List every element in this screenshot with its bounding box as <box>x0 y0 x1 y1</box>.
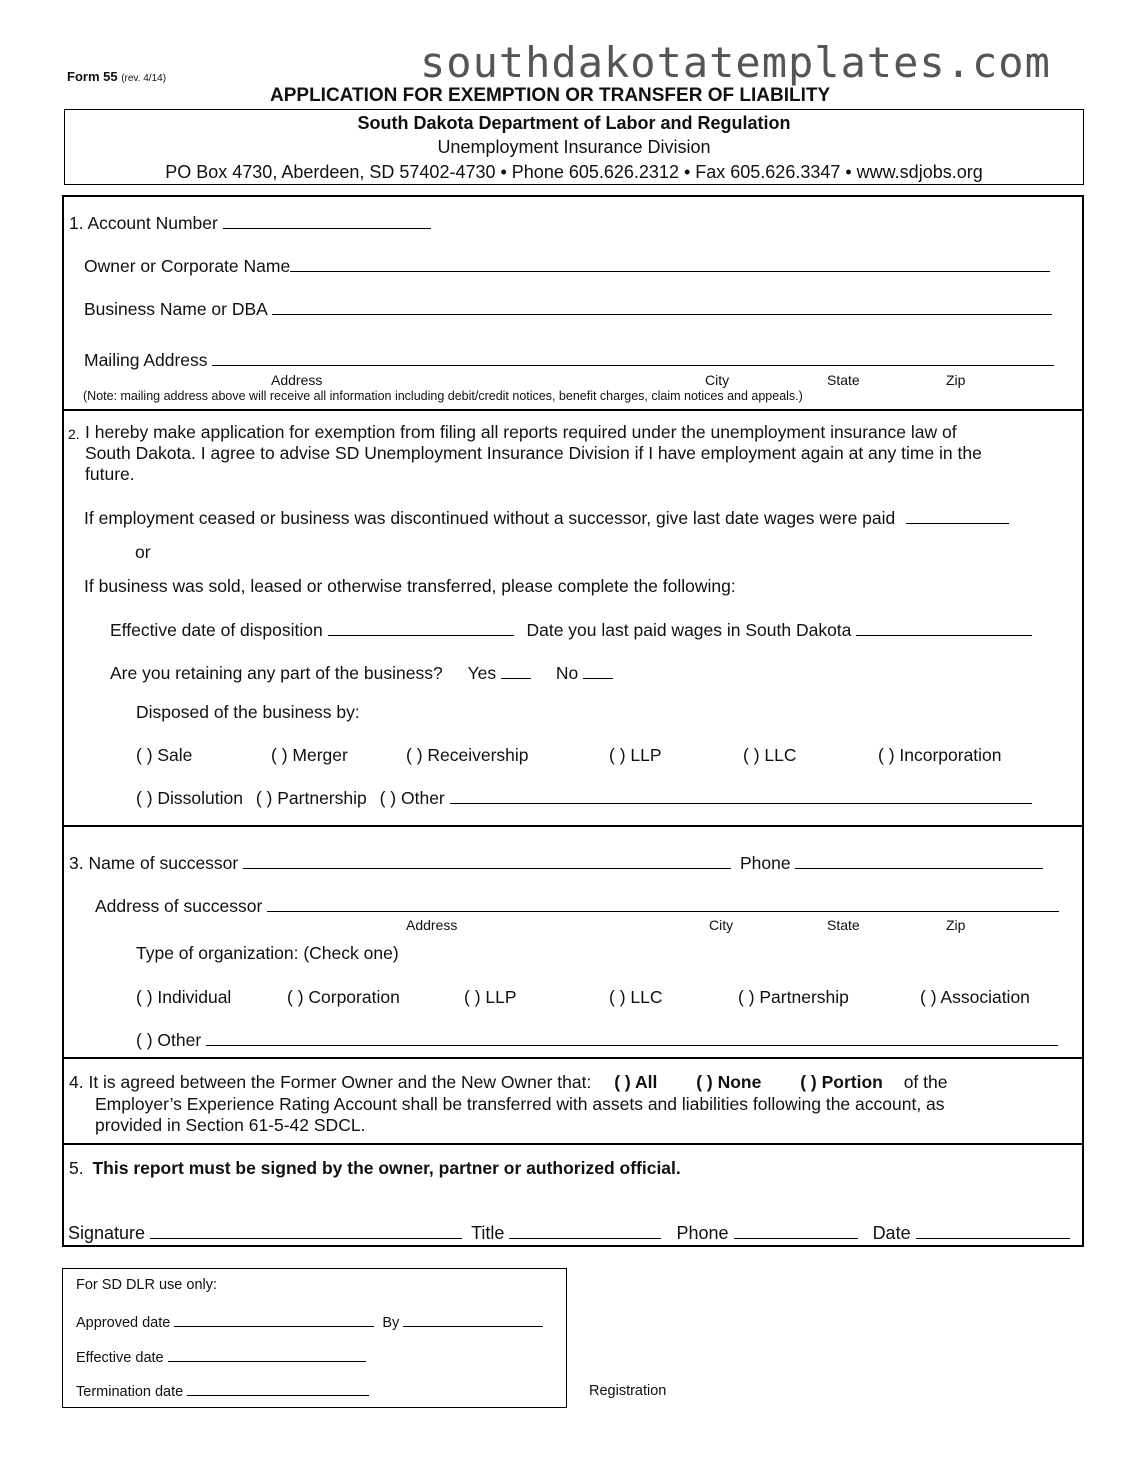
successor-phone-label: Phone <box>739 853 791 873</box>
successor-sub-state: State <box>827 917 860 933</box>
termination-date-label: Termination date <box>76 1384 184 1400</box>
section-divider <box>64 1057 1082 1059</box>
organization-type-label: Type of organization: (Check one) <box>136 943 399 963</box>
disposal-option-sale[interactable]: ( ) Sale <box>136 745 193 765</box>
owner-name-label: Owner or Corporate Name <box>84 256 291 276</box>
mailing-sub-zip: Zip <box>946 372 966 388</box>
account-number-label: 1. Account Number <box>69 213 218 233</box>
disposal-option-incorporation[interactable]: ( ) Incorporation <box>878 745 1002 765</box>
agency-header <box>64 109 1084 185</box>
mailing-sub-city: City <box>705 372 730 388</box>
section2-number: 2. <box>68 426 80 442</box>
transfer-agreement-line2: Employer’s Experience Rating Account shall be transferred with assets and liabilities following the account, as <box>95 1094 945 1114</box>
signature-date-field[interactable] <box>916 1223 1070 1239</box>
termination-date-field[interactable] <box>187 1380 369 1396</box>
approved-date-label: Approved date <box>76 1315 171 1331</box>
signatory-phone-label: Phone <box>676 1223 729 1243</box>
disposal-option-dissolution[interactable]: ( ) Dissolution <box>136 788 243 808</box>
account-number-row <box>69 213 431 234</box>
account-number-field[interactable] <box>223 213 431 229</box>
retaining-yes-field[interactable] <box>501 663 531 679</box>
transfer-agreement-row <box>69 1072 948 1093</box>
successor-address-field[interactable] <box>267 896 1059 912</box>
approved-by-field[interactable] <box>403 1311 543 1327</box>
form-title: APPLICATION FOR EXEMPTION OR TRANSFER OF LIABILITY <box>270 85 831 106</box>
mailing-address-field[interactable] <box>212 350 1054 366</box>
ceased-row <box>84 508 1009 529</box>
disposal-option-receivership[interactable]: ( ) Receivership <box>406 745 529 765</box>
office-effective-date-field[interactable] <box>168 1346 366 1362</box>
business-name-label: Business Name or DBA <box>84 299 267 319</box>
transfer-option-portion[interactable]: ( ) Portion <box>800 1072 883 1092</box>
mailing-address-row <box>84 350 1054 371</box>
section5-number: 5. <box>69 1158 84 1178</box>
disposal-option-llc[interactable]: ( ) LLC <box>743 745 797 765</box>
approved-date-row <box>76 1311 543 1331</box>
org-other-row <box>136 1030 1058 1051</box>
ceased-label: If employment ceased or business was discontinued without a successor, give last date wages were paid <box>84 508 896 528</box>
registration-label: Registration <box>589 1383 667 1399</box>
successor-name-row <box>69 853 1043 874</box>
org-other-field[interactable] <box>206 1030 1058 1046</box>
disposal-option-partnership[interactable]: ( ) Partnership <box>255 788 367 808</box>
section-divider <box>64 1143 1082 1145</box>
mailing-sub-state: State <box>827 372 860 388</box>
org-option-llc[interactable]: ( ) LLC <box>609 987 663 1007</box>
retaining-yes-label: Yes <box>467 663 497 683</box>
org-option-partnership[interactable]: ( ) Partnership <box>738 987 849 1007</box>
successor-phone-field[interactable] <box>795 853 1043 869</box>
disposition-row <box>110 620 1032 641</box>
signature-instruction-text: This report must be signed by the owner, partner or authorized official. <box>92 1158 681 1178</box>
disposal-option-merger[interactable]: ( ) Merger <box>271 745 348 765</box>
successor-sub-city: City <box>709 917 734 933</box>
effective-date-row <box>76 1346 366 1366</box>
exemption-text-line2: South Dakota. I agree to advise SD Unemployment Insurance Division if I have employment again at any time in the <box>85 443 982 463</box>
approved-by-label: By <box>382 1315 400 1331</box>
mailing-address-label: Mailing Address <box>84 350 208 370</box>
transfer-agreement-lead: 4. It is agreed between the Former Owner and the New Owner that: <box>69 1072 592 1092</box>
successor-name-field[interactable] <box>243 853 731 869</box>
successor-sub-address: Address <box>406 917 458 933</box>
signatory-title-label: Title <box>471 1223 505 1243</box>
business-name-field[interactable] <box>272 299 1052 315</box>
section-divider <box>64 409 1082 411</box>
exemption-text-line1: I hereby make application for exemption from filing all reports required under the unemployment insurance law of <box>85 422 957 442</box>
mailing-note: (Note: mailing address above will receive all information including debit/credit notices, benefit charges, claim notices and appeals.) <box>83 389 803 403</box>
office-use-box <box>62 1268 567 1408</box>
transfer-instructions: If business was sold, leased or otherwise transferred, please complete the following: <box>84 576 736 596</box>
owner-name-field[interactable] <box>290 256 1050 272</box>
signatory-phone-field[interactable] <box>734 1223 858 1239</box>
transfer-option-none[interactable]: ( ) None <box>696 1072 762 1092</box>
exemption-text-line3: future. <box>85 464 135 484</box>
last-paid-wages-field[interactable] <box>856 620 1032 636</box>
last-wages-date-field[interactable] <box>906 508 1009 524</box>
approved-date-field[interactable] <box>174 1311 374 1327</box>
org-option-individual[interactable]: ( ) Individual <box>136 987 232 1007</box>
org-option-other[interactable]: ( ) Other <box>136 1030 202 1050</box>
division-name: Unemployment Insurance Division <box>437 137 711 157</box>
signature-label: Signature <box>68 1223 146 1243</box>
watermark-text: southdakotatemplates.com <box>420 38 1051 87</box>
transfer-agreement-line3: provided in Section 61-5-42 SDCL. <box>95 1115 366 1135</box>
department-name: South Dakota Department of Labor and Regulation <box>357 113 791 133</box>
termination-date-row <box>76 1380 369 1400</box>
main-form <box>62 195 1084 1247</box>
successor-address-label: Address of successor <box>95 896 263 916</box>
disposal-option-other[interactable]: ( ) Other <box>379 788 445 808</box>
signature-date-label: Date <box>872 1223 911 1243</box>
retaining-row <box>110 663 613 684</box>
form-number <box>67 69 166 84</box>
signature-field[interactable] <box>150 1223 462 1239</box>
form-number-label: Form 55 <box>67 69 118 84</box>
effective-disposition-field[interactable] <box>328 620 514 636</box>
agency-contact: PO Box 4730, Aberdeen, SD 57402-4730 • Phone 605.626.2312 • Fax 605.626.3347 • www.sdjobs.org <box>165 162 983 182</box>
retaining-no-label: No <box>555 663 579 683</box>
effective-disposition-label: Effective date of disposition <box>110 620 323 640</box>
disposal-other-field[interactable] <box>450 788 1032 804</box>
signature-instruction <box>69 1158 681 1179</box>
office-use-heading: For SD DLR use only: <box>76 1277 218 1293</box>
mailing-sub-address: Address <box>271 372 323 388</box>
retaining-no-field[interactable] <box>583 663 613 679</box>
last-paid-wages-label: Date you last paid wages in South Dakota <box>526 620 852 640</box>
business-name-row <box>84 299 1052 320</box>
form-revision: (rev. 4/14) <box>121 73 167 84</box>
signature-row <box>68 1223 1070 1244</box>
disposal-options-row2 <box>136 788 1032 809</box>
successor-name-label: 3. Name of successor <box>69 853 239 873</box>
disposal-option-llp[interactable]: ( ) LLP <box>609 745 662 765</box>
signatory-title-field[interactable] <box>509 1223 661 1239</box>
or-text: or <box>135 542 151 562</box>
owner-name-row <box>84 256 1050 277</box>
org-option-association[interactable]: ( ) Association <box>920 987 1030 1007</box>
org-option-corporation[interactable]: ( ) Corporation <box>287 987 400 1007</box>
org-option-llp[interactable]: ( ) LLP <box>464 987 517 1007</box>
transfer-option-all[interactable]: ( ) All <box>614 1072 658 1092</box>
section-divider <box>64 825 1082 827</box>
transfer-agreement-of-the: of the <box>903 1072 948 1092</box>
office-effective-date-label: Effective date <box>76 1350 164 1366</box>
successor-sub-zip: Zip <box>946 917 966 933</box>
successor-address-row <box>95 896 1059 917</box>
disposed-label: Disposed of the business by: <box>136 702 360 722</box>
retaining-label: Are you retaining any part of the business? <box>110 663 443 683</box>
